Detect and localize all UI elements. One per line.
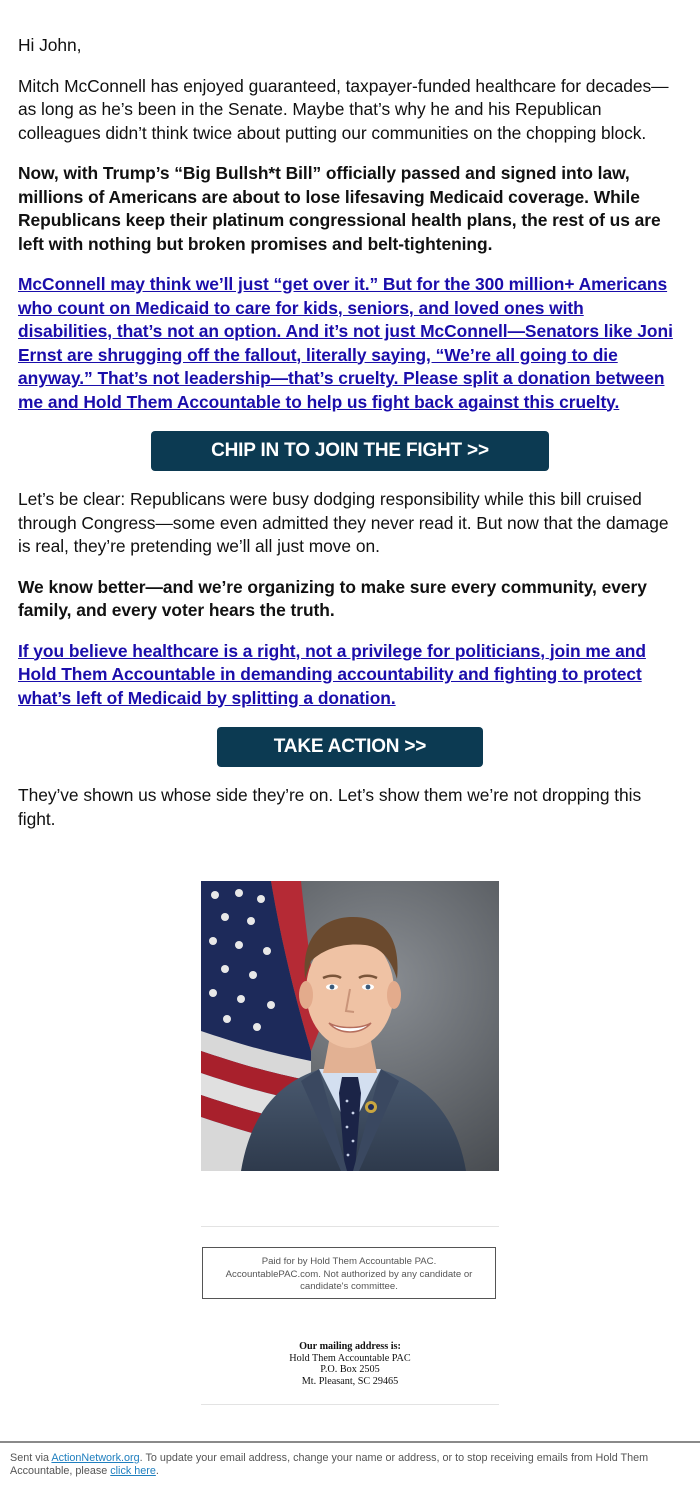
mailing-city: Mt. Pleasant, SC 29465 [301,1375,399,1387]
divider-top [201,1226,499,1227]
donation-link-2[interactable]: If you believe healthcare is a right, not a privilege for politicians, join me and Hold Them Accountable in demanding accountability and fighting to protect what’s left of Medicaid by splitting a donation. [18,640,646,708]
email-body [18,34,682,848]
take-action-button[interactable]: TAKE ACTION >> [217,727,483,767]
footer-text [10,1452,680,1479]
divider-bottom [201,1404,499,1405]
footer-prefix: Sent via [10,1452,52,1464]
greeting: Hi John, [18,35,82,55]
footer-suffix: . [155,1465,159,1478]
closing-paragraph: They’ve shown us whose side they’re on. Let’s show them we’re not dropping this fight. [18,785,642,829]
mailing-street: P.O. Box 2505 [320,1364,380,1376]
organizing-paragraph: We know better—and we’re organizing to make sure every community, every family, and every voter hears the truth. [18,576,647,620]
paid-for-disclaimer: Paid for by Hold Them Accountable PAC. AccountablePAC.com. Not authorized by any candidate or candidate's committee. [202,1247,496,1299]
chip-in-button[interactable]: CHIP IN TO JOIN THE FIGHT >> [151,431,549,471]
portrait-photo [201,881,499,1171]
footer [0,1441,700,1510]
mailing-address [201,1341,499,1387]
mailing-name: Hold Them Accountable PAC [289,1352,411,1364]
cta-container-2 [18,727,682,767]
actionnetwork-link[interactable]: ActionNetwork.org [51,1452,140,1464]
intro-paragraph: Mitch McConnell has enjoyed guaranteed, taxpayer-funded healthcare for decades—as long as he’s been in the Senate. Maybe that’s why he and his Republican colleagues didn’t think twice about putting our communities on the chopping block. [18,75,669,143]
donation-link-1[interactable]: McConnell may think we’ll just “get over it.” But for the 300 million+ Americans who count on Medicaid to care for kids, seniors, and loved ones with disabilities, that’s not an option. And it’s not just McConnell—Senators like Joni Ernst are shrugging off the fallout, literally saying, “We’re all going to die anyway.” That’s not leadership—that’s cruelty. Please split a donation between me and Hold Them Accountable to help us fight back against this cruelty. [18,274,673,412]
portrait-illustration [201,881,499,1171]
footer-middle: . To update your email address, change your name or address, or to stop receiving emails from Hold Them Accountable, please [10,1452,649,1478]
clarity-paragraph: Let’s be clear: Republicans were busy dodging responsibility while this bill cruised through Congress—some even admitted they never read it. But now that the damage is real, they’re pretending we’ll all just move on. [18,489,669,556]
unsubscribe-link[interactable]: click here [110,1465,156,1478]
bold-paragraph: Now, with Trump’s “Big Bullsh*t Bill” officially passed and signed into law, millions of Americans are about to lose lifesaving Medicaid coverage. While Republicans keep their platinum congressional health plans, the rest of us are left with nothing but broken promises and belt-tightening. [18,163,661,254]
cta-container-1 [18,431,682,471]
mailing-heading: Our mailing address is: [299,1341,401,1352]
